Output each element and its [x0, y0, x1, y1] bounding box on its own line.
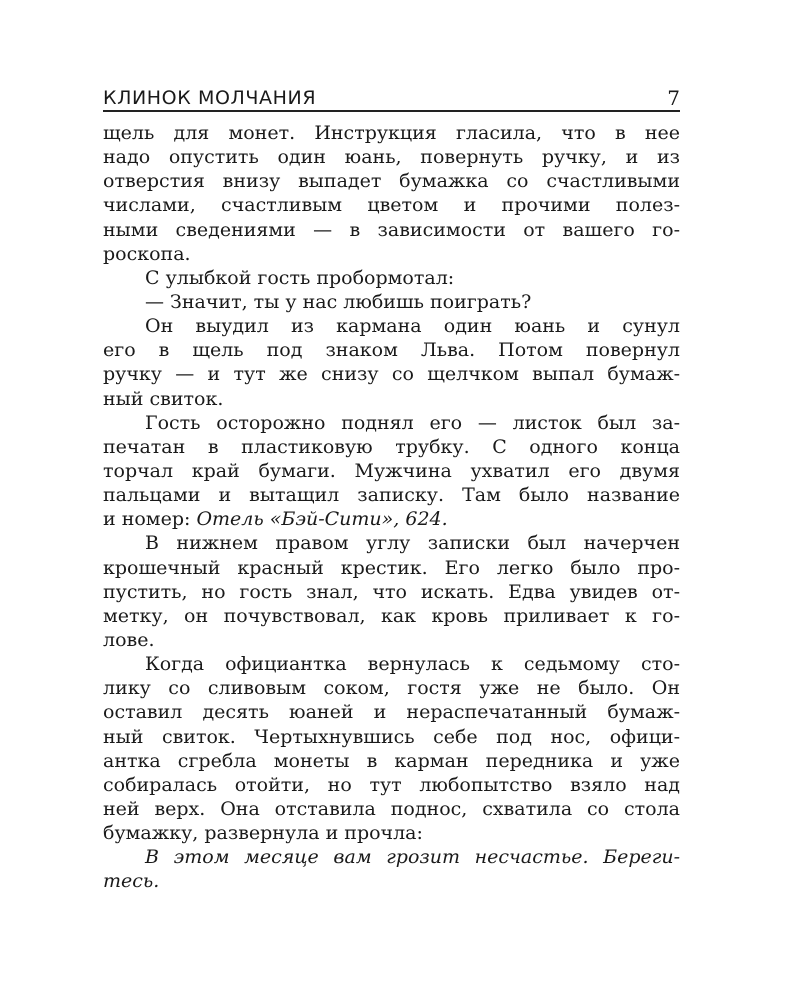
text-line: ный свиток. [103, 387, 224, 410]
text-line: пальцами и вытащил записку. Там было название [103, 484, 680, 507]
text-line: ный свиток. Чертыхнувшись себе под нос, офици- [103, 725, 680, 748]
text-line: В нижнем правом углу записки был начерчен [145, 532, 680, 555]
text-line: роскопа. [103, 242, 191, 265]
text-line: Он выудил из кармана один юань и сунул [145, 315, 680, 338]
text-line: ными сведениями — в зависимости от вашего го- [103, 218, 680, 241]
running-title: КЛИНОК МОЛЧАНИЯ [103, 87, 317, 109]
text-line: метку, он почувствовал, как кровь приливает к го- [103, 604, 680, 627]
text-line: С улыбкой гость пробормотал: [145, 266, 455, 289]
text-line: антка сгребла монеты в карман передника и уже [103, 749, 680, 772]
text-line: оставил десять юаней и нераспечатанный бумаж- [103, 701, 680, 724]
text-line: Когда официантка вернулась к седьмому сто- [145, 653, 680, 676]
hotel-address: Отель «Бэй-Сити», 624. [196, 508, 448, 531]
text-line: ручку — и тут же снизу со щелчком выпал бумаж- [103, 363, 680, 386]
text-line: лове. [103, 628, 155, 651]
text-line: крошечный красный крестик. Его легко было про- [103, 556, 680, 579]
text-line: пустить, но гость знал, что искать. Едва увидев от- [103, 580, 680, 603]
body-text [103, 121, 680, 894]
text-line: лику со сливовым соком, гостя уже не было. Он [103, 677, 680, 700]
text-line: собиралась отойти, но тут любопытство взяло над [103, 773, 680, 796]
text-line: и номер: Отель «Бэй-Сити», 624. [103, 508, 448, 531]
text-line: его в щель под знаком Льва. Потом повернул [103, 339, 680, 362]
text-line: торчал край бумаги. Мужчина ухватил его двумя [103, 459, 680, 482]
text-line: Гость осторожно поднял его — листок был за- [145, 411, 680, 434]
text-line: надо опустить один юань, повернуть ручку, и из [103, 146, 680, 169]
text-line: В этом месяце вам грозит несчастье. Береги- [145, 846, 680, 869]
text-line: числами, счастливым цветом и прочими полез- [103, 194, 680, 217]
text-line: отверстия внизу выпадет бумажка со счастливыми [103, 170, 680, 193]
text-line: щель для монет. Инструкция гласила, что в нее [103, 122, 680, 144]
text-line: печатан в пластиковую трубку. С одного конца [103, 435, 680, 458]
page-number: 7 [667, 86, 680, 110]
text-line: — Значит, ты у нас любишь поиграть? [145, 290, 532, 313]
text-line: тесь. [103, 870, 160, 893]
text-line: ней верх. Она отставила поднос, схватила со стола [103, 797, 680, 820]
header-rule [103, 110, 680, 112]
text-line: бумажку, развернула и прочла: [103, 822, 423, 845]
